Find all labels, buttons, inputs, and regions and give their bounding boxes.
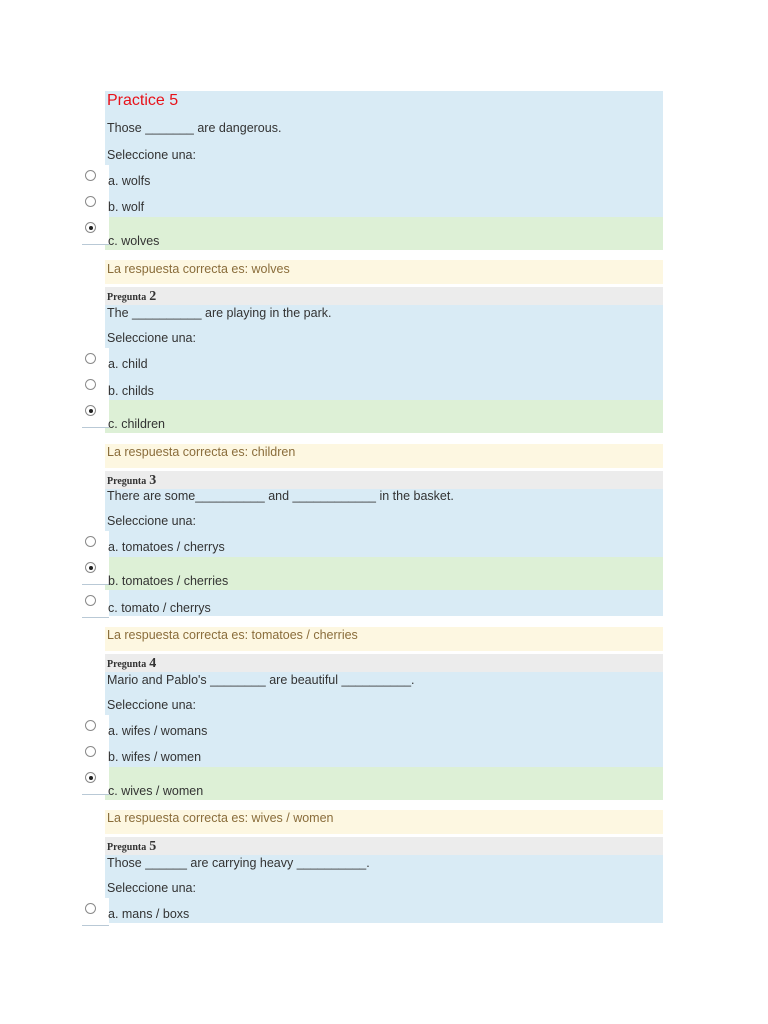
radio-button[interactable] bbox=[85, 222, 96, 233]
question-number: 2 bbox=[149, 289, 157, 304]
feedback-text: La respuesta correcta es: wives / women bbox=[107, 811, 334, 825]
option-band bbox=[105, 374, 663, 400]
radio-button[interactable] bbox=[85, 720, 96, 731]
question-number: 3 bbox=[149, 473, 157, 488]
question-header-band bbox=[105, 837, 663, 855]
radio-button[interactable] bbox=[85, 405, 96, 416]
option-label[interactable]: c. wolves bbox=[108, 234, 160, 248]
option-radio-box[interactable] bbox=[82, 557, 109, 585]
option-label[interactable]: a. tomatoes / cherrys bbox=[108, 540, 225, 554]
option-radio-box[interactable] bbox=[82, 165, 109, 193]
radio-button[interactable] bbox=[85, 746, 96, 757]
question-header bbox=[107, 655, 156, 672]
radio-button[interactable] bbox=[85, 353, 96, 364]
feedback-text: La respuesta correcta es: tomatoes / cherries bbox=[107, 628, 358, 642]
question-header bbox=[107, 838, 156, 855]
radio-button[interactable] bbox=[85, 772, 96, 783]
option-label[interactable]: b. wolf bbox=[108, 200, 145, 214]
question-text: Those _______ are dangerous. bbox=[107, 121, 282, 135]
feedback-text: La respuesta correcta es: wolves bbox=[107, 262, 290, 276]
select-prompt: Seleccione una: bbox=[107, 881, 196, 895]
option-radio-box[interactable] bbox=[82, 348, 109, 376]
selected-option-band bbox=[105, 217, 663, 250]
radio-button[interactable] bbox=[85, 379, 96, 390]
radio-button[interactable] bbox=[85, 536, 96, 547]
option-radio-box[interactable] bbox=[82, 217, 109, 245]
option-radio-box[interactable] bbox=[82, 898, 109, 926]
select-prompt: Seleccione una: bbox=[107, 514, 196, 528]
option-label[interactable]: b. tomatoes / cherries bbox=[108, 574, 229, 588]
option-label[interactable]: a. wolfs bbox=[108, 174, 151, 188]
question-header bbox=[107, 472, 156, 489]
option-label[interactable]: b. wifes / women bbox=[108, 750, 202, 764]
option-label[interactable]: a. wifes / womans bbox=[108, 724, 208, 738]
question-text: The __________ are playing in the park. bbox=[107, 306, 332, 320]
question-number: 4 bbox=[149, 656, 157, 671]
option-radio-box[interactable] bbox=[82, 531, 109, 559]
question-text: Those ______ are carrying heavy __________. bbox=[107, 856, 370, 870]
select-prompt: Seleccione una: bbox=[107, 698, 196, 712]
radio-button[interactable] bbox=[85, 903, 96, 914]
option-band bbox=[105, 191, 663, 217]
question-word: Pregunta bbox=[107, 476, 147, 487]
question-word: Pregunta bbox=[107, 292, 147, 303]
question-header bbox=[107, 288, 156, 305]
option-band bbox=[105, 348, 663, 374]
option-label[interactable]: a. mans / boxs bbox=[108, 907, 190, 921]
question-word: Pregunta bbox=[107, 842, 147, 853]
option-radio-box[interactable] bbox=[82, 715, 109, 743]
feedback-text: La respuesta correcta es: children bbox=[107, 445, 296, 459]
option-radio-box[interactable] bbox=[82, 767, 109, 795]
option-label[interactable]: c. tomato / cherrys bbox=[108, 601, 211, 615]
question-text: Mario and Pablo's ________ are beautiful __________. bbox=[107, 673, 415, 687]
question-header-band bbox=[105, 654, 663, 672]
question-text: There are some__________ and ____________ in the basket. bbox=[107, 489, 454, 503]
option-label[interactable]: b. childs bbox=[108, 384, 154, 398]
question-header-band bbox=[105, 287, 663, 305]
radio-button[interactable] bbox=[85, 196, 96, 207]
option-radio-box[interactable] bbox=[82, 374, 109, 402]
option-label[interactable]: c. wives / women bbox=[108, 784, 204, 798]
radio-button[interactable] bbox=[85, 170, 96, 181]
option-radio-box[interactable] bbox=[82, 400, 109, 428]
option-radio-box[interactable] bbox=[82, 741, 109, 769]
question-word: Pregunta bbox=[107, 659, 147, 670]
option-band bbox=[105, 165, 663, 191]
option-label[interactable]: a. child bbox=[108, 357, 148, 371]
select-prompt: Seleccione una: bbox=[107, 148, 196, 162]
radio-button[interactable] bbox=[85, 562, 96, 573]
page-title: Practice 5 bbox=[107, 92, 179, 109]
option-label[interactable]: c. children bbox=[108, 417, 165, 431]
question-number: 5 bbox=[149, 839, 157, 854]
select-prompt: Seleccione una: bbox=[107, 331, 196, 345]
question-header-band bbox=[105, 471, 663, 489]
option-radio-box[interactable] bbox=[82, 191, 109, 219]
option-radio-box[interactable] bbox=[82, 590, 109, 618]
radio-button[interactable] bbox=[85, 595, 96, 606]
selected-option-band bbox=[105, 400, 663, 433]
